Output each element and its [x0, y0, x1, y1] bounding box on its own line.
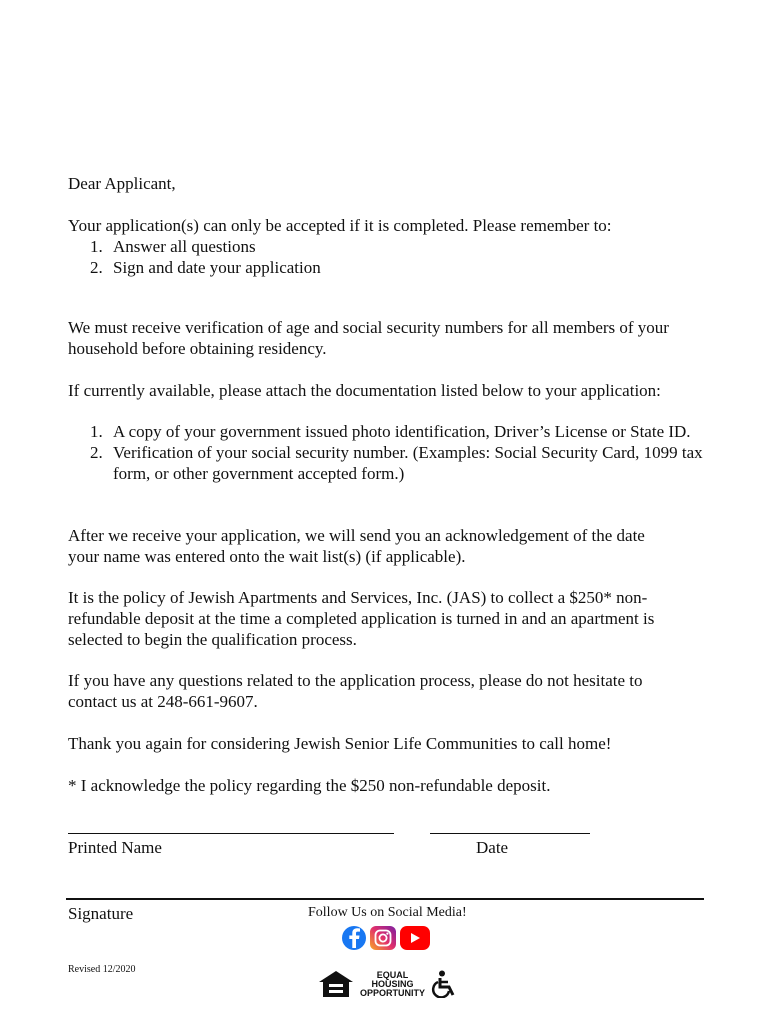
intro-text: Your application(s) can only be accepted if it is completed. Please remember to:: [68, 216, 612, 235]
equal-housing-house-icon: [318, 970, 354, 998]
thank-you-text: Thank you again for considering Jewish Senior Life Communities to call home!: [68, 734, 612, 753]
signature-line[interactable]: [66, 898, 704, 900]
list-item: 2. Sign and date your application: [90, 258, 321, 277]
revised-date: Revised 12/2020: [68, 964, 136, 975]
date-label: Date: [476, 838, 509, 857]
attach-list: [80, 421, 705, 484]
salutation: Dear Applicant,: [68, 174, 176, 193]
list-item: 1. A copy of your government issued photo identification, Driver’s License or State ID.: [90, 422, 691, 441]
equal-housing-text: EQUAL HOUSING OPPORTUNITY: [360, 969, 426, 998]
list-item: 2. Verification of your social security number. (Examples: Social Security Card, 1099 tax form, or other government accepted form.): [90, 443, 703, 483]
deposit-policy-text: It is the policy of Jewish Apartments and Services, Inc. (JAS) to collect a $250* non-refundable deposit at the time a completed application is turned in and an apartment is selected to begin the qualification process.: [68, 588, 655, 649]
date-line[interactable]: [430, 833, 590, 834]
attach-intro: If currently available, please attach the documentation listed below to your application:: [68, 381, 661, 400]
printed-name-line[interactable]: [68, 833, 394, 834]
youtube-icon[interactable]: [400, 926, 430, 950]
verification-text: We must receive verification of age and social security numbers for all members of your household before obtaining residency.: [68, 318, 669, 358]
printed-name-label: Printed Name: [68, 838, 162, 857]
questions-text: If you have any questions related to the application process, please do not hesitate to contact us at 248-661-9607.: [68, 671, 643, 711]
equal-housing-opportunity-logo: [318, 970, 461, 998]
wheelchair-accessibility-icon: [431, 970, 461, 998]
social-icons: [342, 926, 430, 950]
deposit-acknowledgement: * I acknowledge the policy regarding the $250 non-refundable deposit.: [68, 776, 551, 795]
facebook-icon[interactable]: [342, 926, 366, 950]
instagram-icon[interactable]: [370, 926, 396, 950]
signature-label: Signature: [68, 904, 134, 923]
wait-list-text: After we receive your application, we will send you an acknowledgement of the date your name was entered onto the wait list(s) (if applicable).: [68, 526, 645, 566]
list-item: 1. Answer all questions: [90, 237, 256, 256]
social-media-text: Follow Us on Social Media!: [308, 905, 467, 920]
remember-list: [80, 236, 710, 278]
